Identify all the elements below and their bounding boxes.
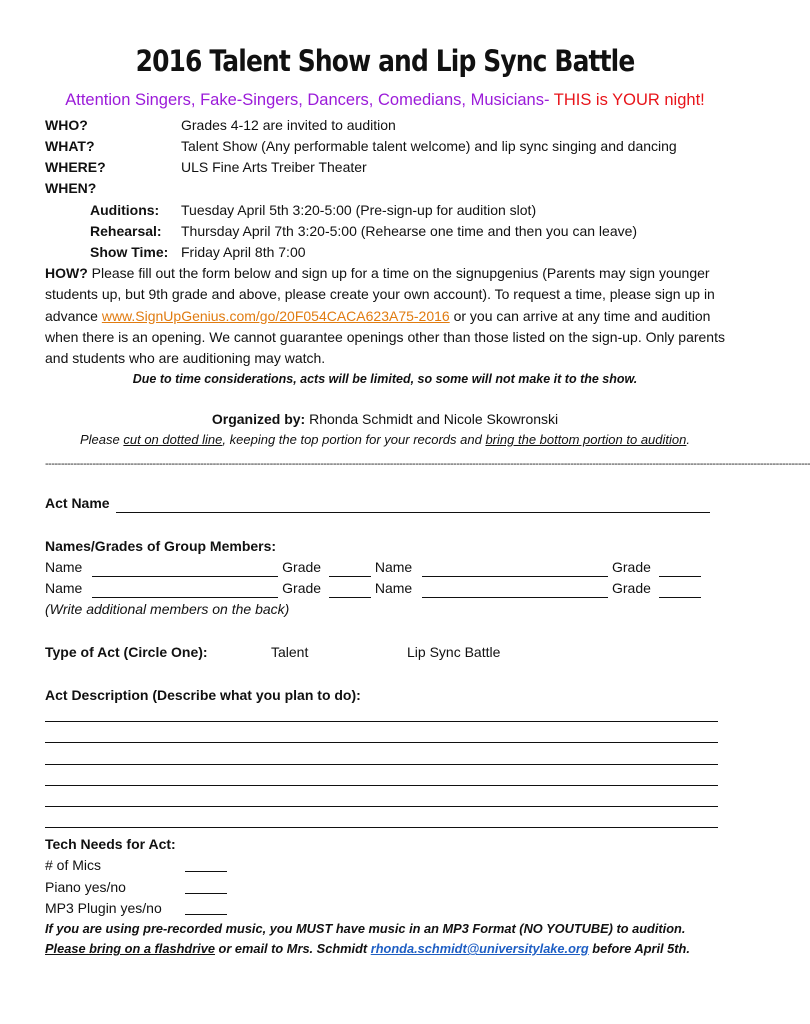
cut-instruction <box>0 432 770 447</box>
footer-text-b: or email to Mrs. Schmidt <box>214 941 371 956</box>
what-value: Talent Show (Any performable talent welcome) and lip sync singing and dancing <box>181 138 677 154</box>
name-label: Name <box>374 559 413 575</box>
cut-text-e: . <box>686 432 690 447</box>
grade-label: Grade <box>611 580 651 596</box>
what-label: WHAT? <box>45 138 95 154</box>
signup-link[interactable]: www.SignUpGenius.com/go/20F054CACA623A75-2016 <box>101 307 450 324</box>
organized-value: Rhonda Schmidt and Nicole Skowronski <box>305 411 559 427</box>
piano-label: Piano yes/no <box>45 879 126 895</box>
additional-members-note: (Write additional members on the back) <box>45 601 290 617</box>
mp3-label: MP3 Plugin yes/no <box>45 900 162 916</box>
cut-text-d: bring the bottom portion to audition <box>485 432 687 447</box>
act-name-row <box>45 493 710 513</box>
auditions-label: Auditions: <box>90 202 160 218</box>
type-of-act-row <box>45 642 501 662</box>
how-text-2: or you can arrive at any time and audition when there is an opening. We cannot guarantee openings other than those listed on the sign-up. Only parents and students who are auditioning may watch. <box>45 307 725 367</box>
member-grade-field[interactable] <box>659 562 701 577</box>
tech-needs-label: Tech Needs for Act: <box>45 836 176 852</box>
mics-label: # of Mics <box>45 857 102 873</box>
mics-row <box>45 855 101 875</box>
member-name-field[interactable] <box>422 562 608 577</box>
cut-text-a: Please <box>80 432 124 447</box>
act-description-label: Act Description (Describe what you plan to do): <box>45 687 361 703</box>
lip-sync-option[interactable]: Lip Sync Battle <box>407 644 501 660</box>
showtime-label: Show Time: <box>90 244 169 260</box>
cut-text-c: , keeping the top portion for your records and <box>222 432 486 447</box>
piano-row <box>45 877 126 897</box>
attention-text: Attention Singers, Fake-Singers, Dancers, Comedians, Musicians- <box>65 91 554 109</box>
footer-note-2 <box>45 939 690 959</box>
piano-field[interactable] <box>185 879 227 894</box>
who-label: WHO? <box>45 117 88 133</box>
type-of-act-label: Type of Act (Circle One): <box>45 644 208 660</box>
footer-text-c: before April 5th. <box>588 941 690 956</box>
member-grade-field[interactable] <box>329 562 371 577</box>
description-line[interactable] <box>45 827 718 828</box>
member-grade-field[interactable] <box>659 583 701 598</box>
group-members-label: Names/Grades of Group Members: <box>45 538 277 554</box>
footer-note-1: If you are using pre-recorded music, you MUST have music in an MP3 Format (NO YOUTUBE) to audition. <box>45 921 686 936</box>
name-label: Name <box>45 559 83 575</box>
member-grade-field[interactable] <box>329 583 371 598</box>
how-paragraph <box>45 263 725 369</box>
limited-note: Due to time considerations, acts will be limited, so some will not make it to the show. <box>132 372 638 386</box>
how-text-1: Please fill out the form below and sign up for a time on the signupgenius (Parents may sign younger students up, but 9th grade and above, please create your own account). To request a time, please sign up in advance <box>45 265 715 324</box>
description-line[interactable] <box>45 764 718 765</box>
description-line[interactable] <box>45 806 718 807</box>
attention-highlight: THIS is YOUR night! <box>553 91 705 109</box>
name-label: Name <box>45 580 83 596</box>
mics-field[interactable] <box>185 857 227 872</box>
cut-text-b: cut on dotted line <box>123 432 223 447</box>
auditions-value: Tuesday April 5th 3:20-5:00 (Pre-sign-up for audition slot) <box>181 202 537 218</box>
act-name-label: Act Name <box>45 495 110 511</box>
description-line[interactable] <box>45 742 718 743</box>
grade-label: Grade <box>282 580 322 596</box>
flashdrive-text: Please bring on a flashdrive <box>45 941 215 956</box>
showtime-value: Friday April 8th 7:00 <box>181 244 306 260</box>
where-label: WHERE? <box>45 159 106 175</box>
member-row <box>45 557 701 577</box>
rehearsal-label: Rehearsal: <box>90 223 162 239</box>
organized-label: Organized by: <box>211 411 306 427</box>
description-line[interactable] <box>45 721 718 722</box>
mp3-row <box>45 898 162 918</box>
talent-option[interactable]: Talent <box>271 644 309 660</box>
how-label: HOW? <box>45 265 88 281</box>
rehearsal-value: Thursday April 7th 3:20-5:00 (Rehearse one time and then you can leave) <box>181 223 638 239</box>
name-label: Name <box>374 580 413 596</box>
page-title: 2016 Talent Show and Lip Sync Battle <box>135 44 635 78</box>
who-value: Grades 4-12 are invited to audition <box>181 117 396 133</box>
member-row <box>45 578 701 598</box>
grade-label: Grade <box>611 559 651 575</box>
grade-label: Grade <box>282 559 322 575</box>
email-link[interactable]: rhonda.schmidt@universitylake.org <box>370 941 589 956</box>
description-line[interactable] <box>45 785 718 786</box>
attention-line <box>0 91 770 110</box>
member-name-field[interactable] <box>92 583 278 598</box>
where-value: ULS Fine Arts Treiber Theater <box>181 159 367 175</box>
organized-line <box>0 411 770 427</box>
member-name-field[interactable] <box>92 562 278 577</box>
member-name-field[interactable] <box>422 583 608 598</box>
mp3-field[interactable] <box>185 900 227 915</box>
when-label: WHEN? <box>45 180 97 196</box>
act-name-field[interactable] <box>116 498 710 513</box>
cut-dotted-line: -------------------------------------------------------------------------------------------------------------------------------------------------------------------------------------------------------------------------------------------------- <box>45 458 810 470</box>
